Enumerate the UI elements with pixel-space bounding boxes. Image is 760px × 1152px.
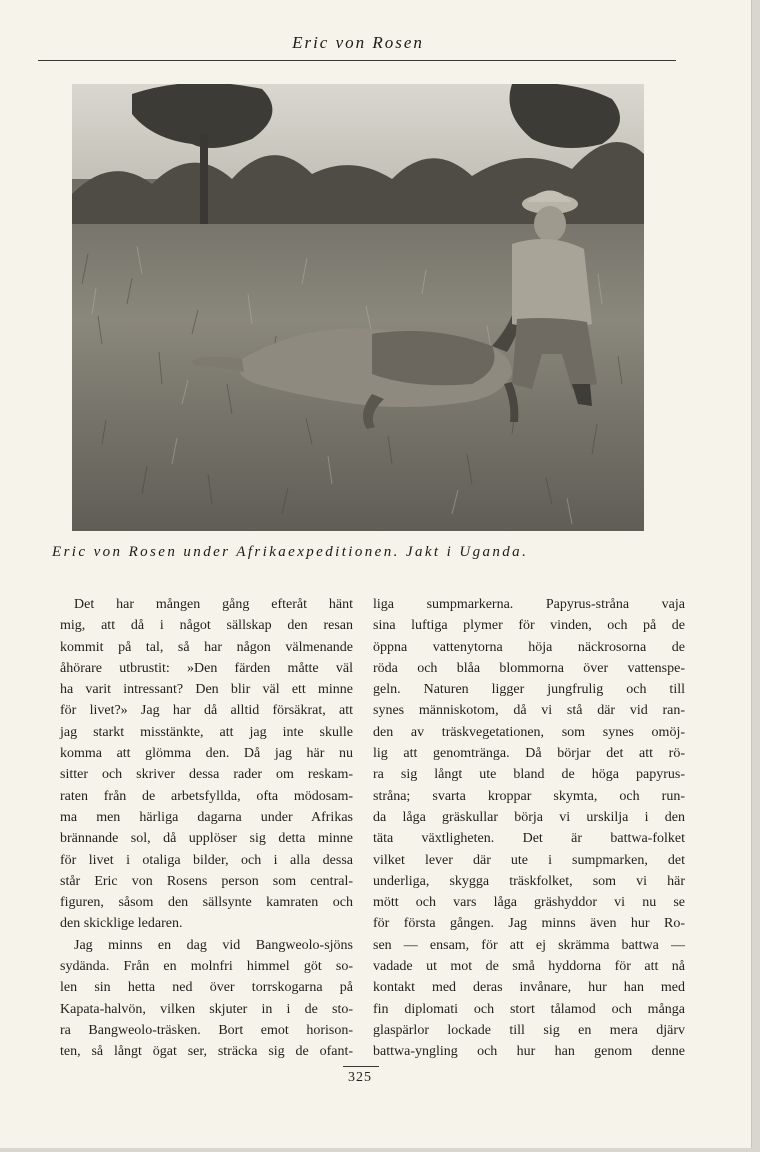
text-line: Kapata-halvön, vilken skjuter in i de sto-	[60, 1001, 353, 1017]
photo-illustration	[72, 84, 644, 531]
text-line: fin diplomati och stort tålamod och många	[373, 1001, 685, 1017]
header-rule	[38, 60, 676, 61]
text-line: stråna; svarta kroppar skymta, och run-	[373, 788, 685, 804]
text-line: glaspärlor lockade till sig en mera djärv	[373, 1022, 685, 1038]
text-line: för livet i otaliga bilder, och i alla dessa	[60, 852, 353, 868]
text-line: mött och vars låga gräshyddor vi nu se	[373, 895, 685, 911]
text-line: underliga, skygga träskfolket, som vi här	[373, 873, 685, 889]
text-line: battwa-yngling och hur han genom denne	[373, 1044, 685, 1060]
running-head: Eric von Rosen	[292, 33, 424, 52]
photo-caption: Eric von Rosen under Afrikaexpeditionen. Jakt i Uganda.	[52, 544, 529, 560]
text-line: ra Bangweolo-träsken. Bort emot horison-	[60, 1022, 353, 1038]
text-line: sydända. Från en molnfri himmel göt so-	[60, 959, 353, 975]
text-line: geln. Naturen ligger jungfrulig och till	[373, 682, 685, 698]
text-line: Jag minns en dag vid Bangweolo-sjöns	[74, 937, 353, 953]
text-line: står Eric von Rosens person som central-	[60, 873, 353, 889]
text-line: jag starkt misstänkte, att jag inte skulle	[60, 724, 353, 740]
text-line: den av träskvegetationen, som synes omöj-	[373, 724, 685, 740]
text-line: för första gången. Jag minns även hur Ro-	[373, 916, 685, 932]
text-line: vadade ut mot de små hyddorna för att nå	[373, 959, 685, 975]
text-line: komma att glömma den. Då jag här nu	[60, 746, 353, 762]
page-number: 325	[348, 1070, 372, 1085]
text-line: Det har mången gång efteråt hänt	[74, 597, 353, 612]
text-line: ha varit intressant? Den blir väl ett minne	[60, 682, 353, 698]
text-line: brännande sol, då upplöser sig detta minne	[60, 831, 353, 847]
text-line: åhörare utbrustit: »Den färden måtte väl	[60, 660, 353, 676]
text-line: sina luftiga plymer för vinden, och på de	[373, 618, 685, 634]
text-line: liga sumpmarkerna. Papyrus-stråna vaja	[373, 597, 685, 612]
footer-rule	[343, 1066, 379, 1067]
text-line: för livet?» Jag har då alltid försäkrat, att	[60, 703, 353, 719]
text-line: täta växtligheten. Det är battwa-folket	[373, 831, 685, 847]
text-line: sen — ensam, för att ej skrämma battwa —	[373, 937, 685, 953]
text-line: figuren, såsom den sällsynte kamraten och	[60, 895, 353, 911]
text-line: ten, så långt ögat ser, sträcka sig de ofant-	[60, 1044, 353, 1060]
text-line: röda och blåa blommorna över vattenspe-	[373, 660, 685, 676]
text-column-left	[60, 594, 353, 1063]
text-line: den skicklige ledaren.	[60, 916, 183, 932]
text-line: mig, att då i något sällskap den resan	[60, 618, 353, 634]
text-line: len sin hetta ned över torrskogarna på	[60, 980, 353, 996]
text-line: kommit på tal, så har någon välmenande	[60, 639, 353, 655]
text-line: synes människotom, då vi stå där vid ran-	[373, 703, 685, 719]
text-line: kontakt med deras invånare, hur han med	[373, 980, 685, 996]
text-line: da låga gräskullar börja vi urskilja i den	[373, 809, 685, 825]
text-line: raten från de arbetsfyllda, ofta mödosam-	[60, 788, 353, 804]
photograph	[72, 84, 644, 531]
text-line: ra sig långt ute bland de höga papyrus-	[373, 767, 685, 783]
text-line: sitter och skriver dessa rader om reskam-	[60, 767, 353, 783]
text-column-right	[373, 594, 685, 1063]
text-line: öppna vattenytorna höja näckrosorna de	[373, 639, 685, 655]
text-line: ma men härliga dagarna under Afrikas	[60, 809, 353, 825]
text-line: vilket lever där ute i sumpmarken, det	[373, 852, 685, 868]
text-line: lig att genomtränga. Då börjar det att rö-	[373, 746, 685, 762]
